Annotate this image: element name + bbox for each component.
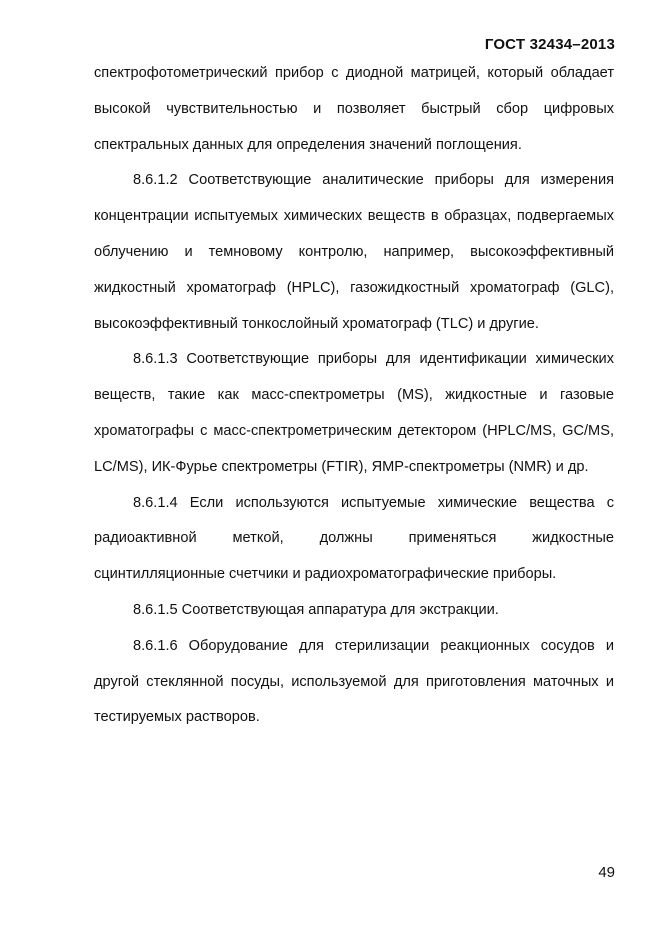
paragraph-continuation: спектрофотометрический прибор с диодной матрицей, который обладает высокой чувствительностью и позволяет быстрый сбор цифровых спектральных данных для определения значений поглощения. bbox=[94, 65, 614, 153]
paragraph-8-6-1-3: 8.6.1.3 Соответствующие приборы для идентификации химических веществ, такие как масс-спектрометры (MS), жидкостные и газовые хроматографы с масс-спектрометрическим детектором (HPLC/MS, GC/MS, LC/MS), ИК-Фурье спектрометры (FTIR), ЯМР-спектрометры (NMR) и др. bbox=[94, 351, 614, 475]
document-body bbox=[94, 56, 614, 736]
standard-designation: ГОСТ 32434–2013 bbox=[484, 36, 615, 53]
paragraph-8-6-1-5: 8.6.1.5 Соответствующая аппаратура для экстракции. bbox=[133, 601, 499, 618]
paragraph-8-6-1-4: 8.6.1.4 Если используются испытуемые химические вещества с радиоактивной меткой, должны применяться жидкостные сцинтилляционные счетчики и радиохроматографические приборы. bbox=[94, 494, 614, 583]
page-number: 49 bbox=[598, 864, 615, 881]
paragraph-8-6-1-6: 8.6.1.6 Оборудование для стерилизации реакционных сосудов и другой стеклянной посуды, используемой для приготовления маточных и тестируемых растворов. bbox=[94, 637, 614, 726]
paragraph-8-6-1-2: 8.6.1.2 Соответствующие аналитические приборы для измерения концентрации испытуемых химических веществ в образцах, подвергаемых облучению и темновому контролю, например, высокоэффективный жидкостный хроматограф (HPLC), газожидкостный хроматограф (GLC), высокоэффективный тонкослойный хроматограф (TLC) и другие. bbox=[94, 172, 614, 332]
document-header bbox=[485, 36, 615, 53]
